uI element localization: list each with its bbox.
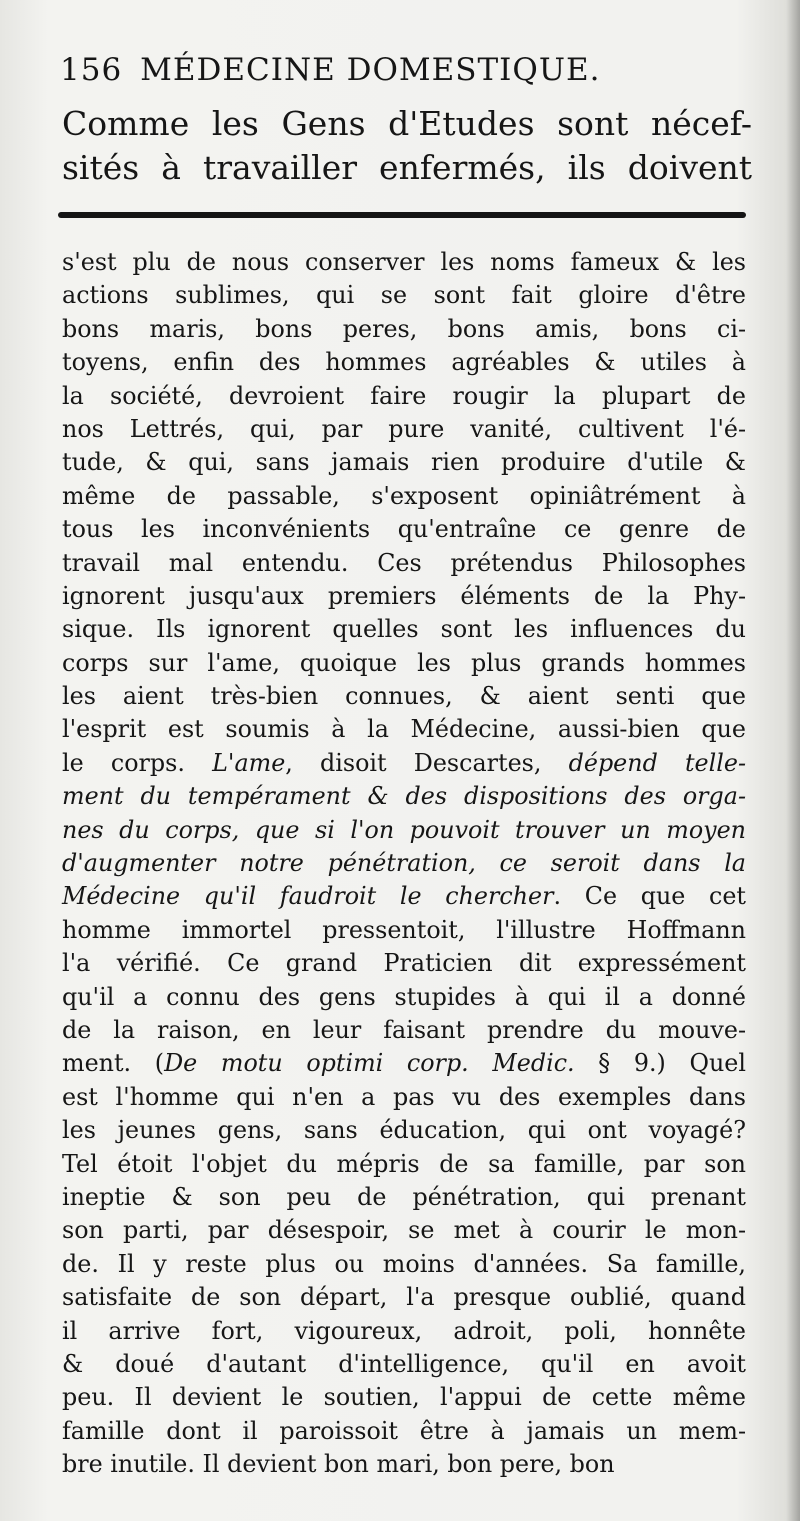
text-line [62, 947, 746, 980]
section-divider [58, 212, 746, 218]
running-title: MÉDECINE DOMESTIQUE. [140, 52, 601, 88]
text-line [62, 1381, 746, 1414]
text-line [62, 680, 746, 713]
italic-text: Médecine qu'il faudroit le chercher [62, 882, 554, 911]
text-line [62, 814, 746, 847]
text-run: qu'il a connu des gens stupides à qui il a donné [62, 982, 746, 1011]
text-run: est l'homme qui n'en a pas vu des exemples dans [62, 1082, 746, 1111]
text-run: ment. ( [62, 1049, 165, 1078]
text-line [62, 380, 746, 413]
page-number: 156 [60, 52, 123, 88]
text-line [62, 513, 746, 546]
text-run: les jeunes gens, sans éducation, qui ont voyagé? [62, 1116, 746, 1145]
text-line [62, 246, 746, 279]
text-run: actions sublimes, qui se sont fait gloire d'être [62, 281, 746, 310]
text-line [62, 780, 746, 813]
italic-text: dépend telle- [568, 748, 746, 777]
text-line [62, 713, 746, 746]
text-run: sique. Ils ignorent quelles sont les influences du [62, 615, 746, 644]
text-line [62, 647, 746, 680]
text-run: la société, devroient faire rougir la plupart de [62, 381, 746, 410]
text-run: . Ce que cet [553, 882, 746, 911]
text-line [62, 480, 746, 513]
text-line [62, 1315, 746, 1348]
text-line [62, 914, 746, 947]
text-line [62, 747, 746, 780]
text-line [62, 880, 746, 913]
text-run: peu. Il devient le soutien, l'appui de cette même [62, 1383, 746, 1412]
text-run: famille dont il paroissoit être à jamais un mem- [62, 1416, 746, 1445]
text-run: son parti, par désespoir, se met à courir le mon- [62, 1216, 746, 1245]
text-run: satisfaite de son départ, l'a presque oublié, quand [62, 1283, 746, 1312]
text-run: ineptie & son peu de pénétration, qui prenant [62, 1182, 746, 1211]
text-line [62, 847, 746, 880]
text-run: il arrive fort, vigoureux, adroit, poli, honnête [62, 1316, 746, 1345]
italic-text: De motu optimi corp. Medic. [164, 1049, 575, 1078]
text-line [62, 346, 746, 379]
text-run: toyens, enfin des hommes agréables & utiles à [62, 348, 746, 377]
text-line [62, 1148, 746, 1181]
text-line [62, 1214, 746, 1247]
text-run: Tel étoit l'objet du mépris de sa famille, par son [62, 1149, 746, 1178]
italic-text: L'ame [212, 748, 286, 777]
text-line [62, 313, 746, 346]
text-run: de la raison, en leur faisant prendre du mouve- [62, 1015, 746, 1044]
text-line [62, 1348, 746, 1381]
text-line [62, 547, 746, 580]
text-run: l'esprit est soumis à la Médecine, aussi-bien que [62, 715, 746, 744]
italic-text: ment du tempérament & des dispositions des orga- [62, 782, 746, 811]
text-run: § 9.) Quel [574, 1049, 747, 1078]
text-line [62, 1047, 746, 1080]
text-run: tous les inconvénients qu'entraîne ce genre de [62, 515, 746, 544]
text-line [62, 1281, 746, 1314]
text-line [62, 1114, 746, 1147]
text-run: , disoit Descartes, [285, 748, 569, 777]
text-run: bre inutile. Il devient bon mari, bon pere, bon [62, 1450, 615, 1479]
text-run: travail mal entendu. Ces prétendus Philosophes [62, 548, 746, 577]
text-line [62, 1181, 746, 1214]
text-line [62, 1415, 746, 1448]
text-run: l'a vérifié. Ce grand Praticien dit expressément [62, 949, 746, 978]
intro-line: sités à travailler enfermés, ils doivent [62, 148, 752, 187]
text-line [62, 1248, 746, 1281]
text-line [62, 1081, 746, 1114]
text-run: tude, & qui, sans jamais rien produire d'utile & [62, 448, 746, 477]
text-run: même de passable, s'exposent opiniâtrément à [62, 481, 746, 510]
text-run: bons maris, bons peres, bons amis, bons ci- [62, 314, 746, 343]
text-run: homme immortel pressentoit, l'illustre Hoffmann [62, 915, 746, 944]
text-run: corps sur l'ame, quoique les plus grands hommes [62, 648, 746, 677]
italic-text: d'augmenter notre pénétration, ce seroit dans la [62, 849, 746, 878]
text-run: le corps. [62, 748, 213, 777]
text-line [62, 413, 746, 446]
text-line [62, 446, 746, 479]
text-run: nos Lettrés, qui, par pure vanité, cultivent l'é- [62, 414, 746, 443]
text-run: ignorent jusqu'aux premiers éléments de la Phy- [62, 581, 746, 610]
text-line [62, 613, 746, 646]
text-line [62, 279, 746, 312]
text-run: de. Il y reste plus ou moins d'années. Sa famille, [62, 1249, 746, 1278]
text-run: s'est plu de nous conserver les noms fameux & les [62, 248, 746, 276]
text-line [62, 981, 746, 1014]
text-run: & doué d'autant d'intelligence, qu'il en avoit [62, 1349, 746, 1378]
page-edge-shadow [786, 0, 800, 1521]
text-line [62, 1448, 746, 1481]
running-header [60, 52, 750, 88]
text-line [62, 580, 746, 613]
italic-text: nes du corps, que si l'on pouvoit trouver un moyen [62, 815, 746, 844]
text-line [62, 1014, 746, 1047]
text-run: les aient très-bien connues, & aient senti que [62, 682, 746, 711]
body-text [62, 246, 746, 1481]
intro-line: Comme les Gens d'Etudes sont nécef- [62, 104, 752, 143]
